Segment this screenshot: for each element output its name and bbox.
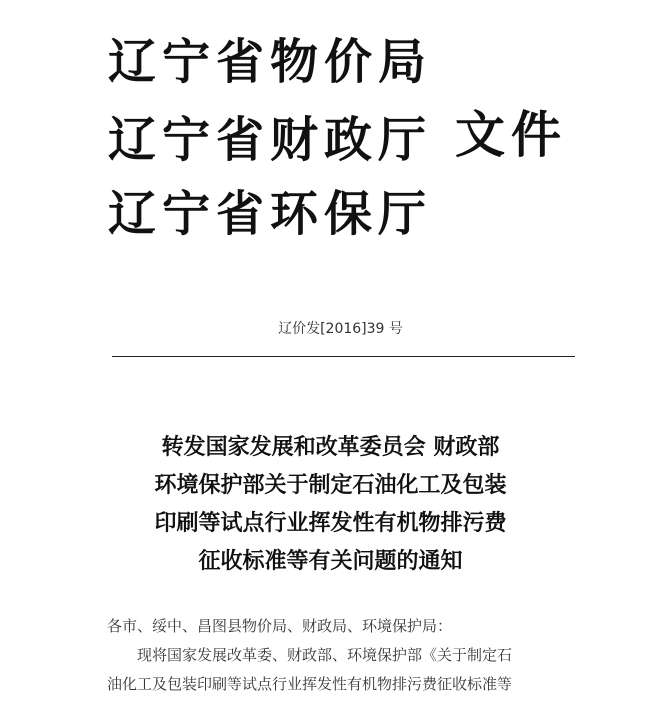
header-divider — [112, 356, 575, 357]
document-number: 辽价发[2016]39 号 — [278, 321, 403, 337]
file-mark: 文件 — [455, 105, 567, 164]
title-line: 印刷等试点行业挥发性有机物排污费 — [154, 510, 507, 536]
title-line: 转发国家发展和改革委员会 财政部 — [161, 434, 500, 460]
issuer-environmental-department: 辽宁省环保厅 — [108, 186, 433, 242]
issuer-finance-department: 辽宁省财政厅 — [108, 112, 433, 168]
body-paragraph-line: 油化工及包装印刷等试点行业挥发性有机物排污费征收标准等 — [107, 675, 513, 693]
title-line: 环境保护部关于制定石油化工及包装 — [154, 472, 507, 498]
document-title — [0, 428, 661, 580]
title-line: 征收标准等有关问题的通知 — [198, 548, 463, 574]
body-paragraph-line: 现将国家发展改革委、财政部、环境保护部《关于制定石 — [137, 646, 513, 664]
issuer-price-bureau: 辽宁省物价局 — [108, 34, 433, 90]
salutation: 各市、绥中、昌图县物价局、财政局、环境保护局： — [107, 617, 453, 635]
document-body — [107, 612, 582, 699]
